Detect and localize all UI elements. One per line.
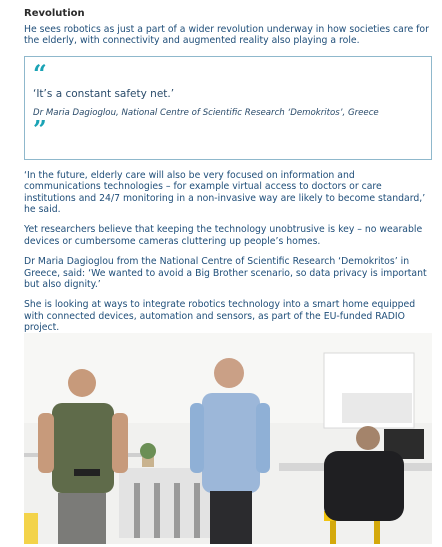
section-heading: Revolution — [24, 8, 85, 19]
paragraph-radio-project: She is looking at ways to integrate robotics technology into a smart home equipped with connected devices, automation and sensors, as part of the EU-funded RADIO project. — [24, 299, 416, 334]
quote-text: ‘It’s a constant safety net.’ — [33, 87, 175, 100]
article — [24, 8, 432, 343]
paragraph-dagioglou: Dr Maria Dagioglou from the National Centre of Scientific Research ‘Demokritos’ in Greece, said: ‘We wanted to avoid a Big Brother scenario, so data privacy is important but also dignity.’ — [24, 256, 427, 291]
quote-attribution: Dr Maria Dagioglou, National Centre of Scientific Research ‘Demokritos’, Greece — [33, 107, 379, 118]
paragraph-future-care: ‘In the future, elderly care will also be very focused on information and communications technologies – for example virtual access to doctors or care institutions and 24/7 monitoring in a non-invasive way are likely to become standard,’ he said. — [24, 169, 426, 216]
lab-scene-image — [24, 333, 432, 544]
article-photo — [24, 333, 432, 544]
intro-paragraph: He sees robotics as just a part of a wider revolution underway in how societies care for the elderly, with connectivity and augmented reality also playing a role. — [24, 24, 429, 47]
close-quote-icon: ” — [33, 115, 47, 145]
paragraph-unobtrusive: Yet researchers believe that keeping the technology unobtrusive is key – no wearable devices or cumbersome cameras cluttering up people’s homes. — [24, 224, 423, 247]
open-quote-icon: “ — [33, 58, 47, 88]
pull-quote — [24, 56, 432, 160]
